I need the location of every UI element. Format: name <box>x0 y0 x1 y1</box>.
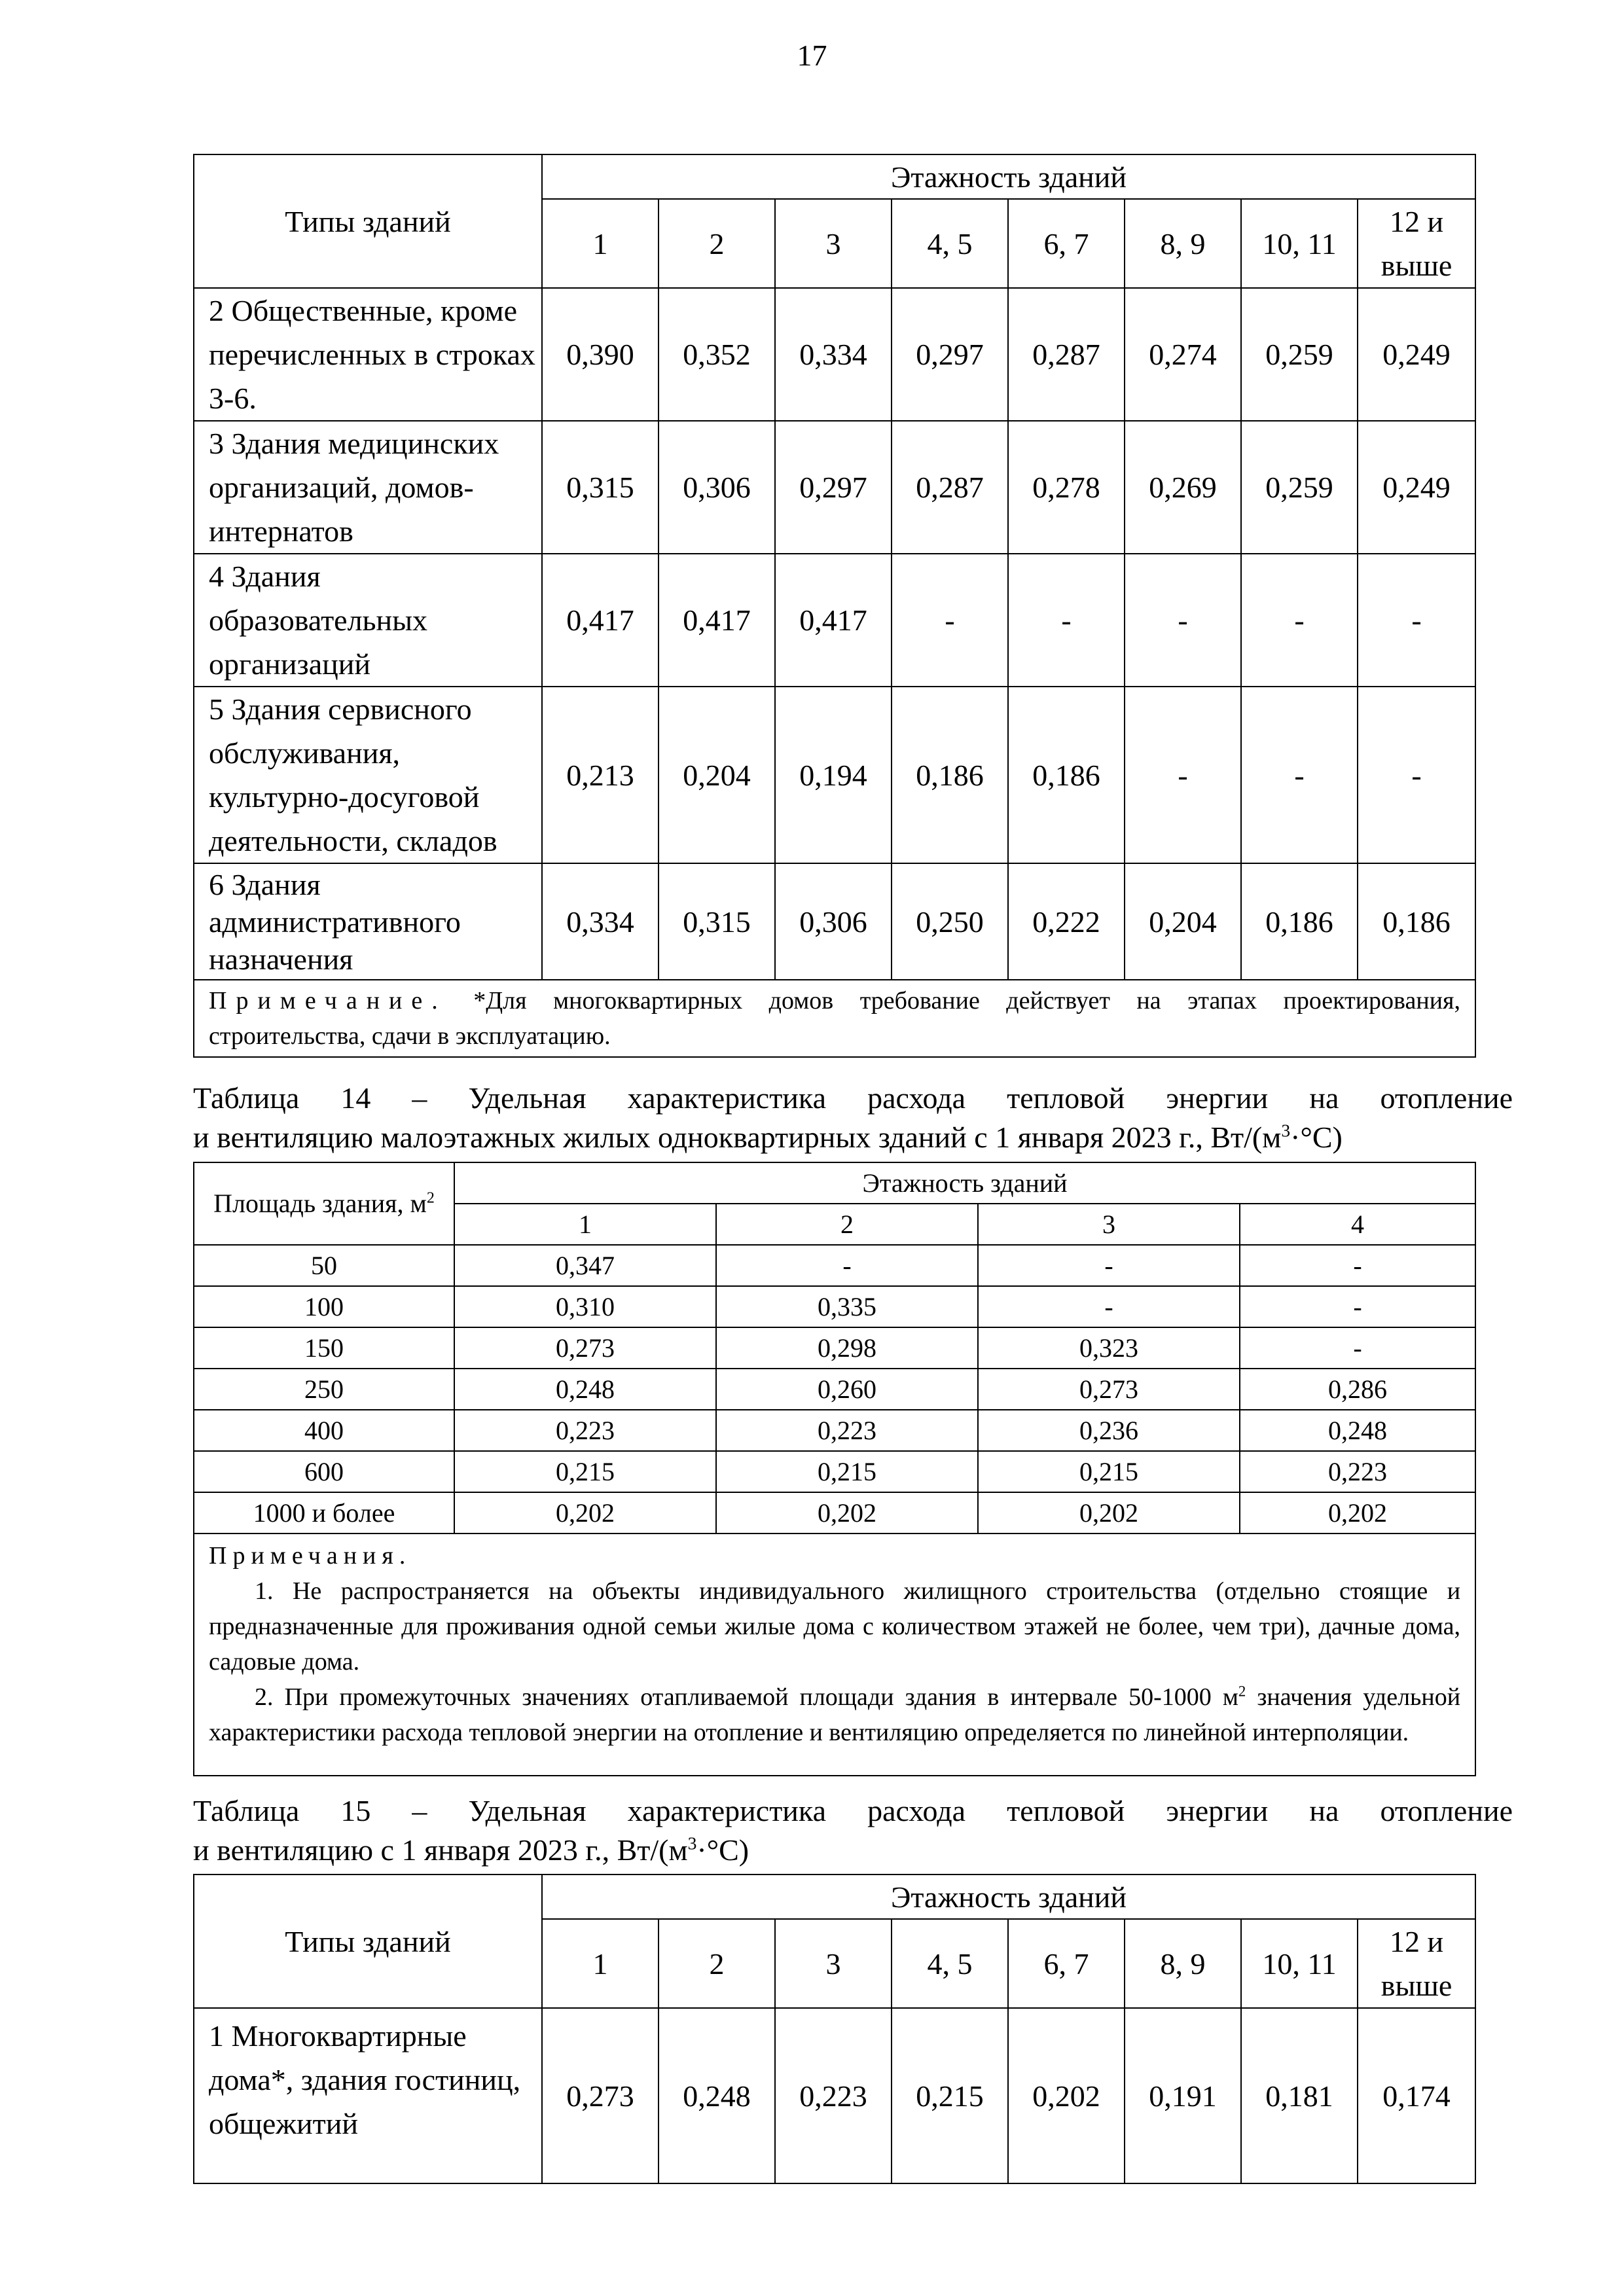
cell-value: 0,287 <box>1008 288 1125 421</box>
cell-value: 0,352 <box>659 288 775 421</box>
cell-value: 0,417 <box>542 554 659 687</box>
floor-header: 10, 11 <box>1241 199 1358 288</box>
table-row <box>194 863 1475 980</box>
cell-value: 0,274 <box>1125 288 1241 421</box>
cell-value: 0,191 <box>1125 2008 1241 2183</box>
table-14 <box>193 1162 1476 1776</box>
floor-header: 8, 9 <box>1125 1919 1241 2008</box>
cell-value: 0,335 <box>716 1286 978 1327</box>
cell-value: 0,278 <box>1008 421 1125 554</box>
cell-value: 0,273 <box>454 1327 716 1369</box>
cell-value: - <box>1241 687 1358 863</box>
cell-value: 0,273 <box>542 2008 659 2183</box>
table-row <box>194 1369 1475 1410</box>
table-row <box>194 2008 1475 2183</box>
cell-value: 0,186 <box>1358 863 1475 980</box>
table-row <box>194 1327 1475 1369</box>
cell-value: 0,223 <box>775 2008 892 2183</box>
floor-header: 3 <box>978 1204 1240 1245</box>
cell-value: 0,202 <box>454 1492 716 1534</box>
floor-header: 2 <box>716 1204 978 1245</box>
cell-value: 0,204 <box>659 687 775 863</box>
cell-value: 0,181 <box>1241 2008 1358 2183</box>
cell-value: 0,260 <box>716 1369 978 1410</box>
table-15 <box>193 1874 1476 2184</box>
cell-value: 0,215 <box>716 1451 978 1492</box>
table-notes <box>194 1534 1475 1776</box>
cell-value: - <box>1240 1286 1475 1327</box>
cell-value: - <box>978 1245 1240 1286</box>
area-cell: 1000 и более <box>194 1492 454 1534</box>
cell-value: 0,202 <box>1240 1492 1475 1534</box>
cell-value: - <box>1125 687 1241 863</box>
caption-line: и вентиляцию малоэтажных жилых одноквартирных зданий с 1 января 2023 г., $Вт/(м^3\cdot^\circ С)$ <box>193 1120 1343 1154</box>
cell-value: 0,236 <box>978 1410 1240 1451</box>
row-label: 2 Общественные, кроме перечисленных в строках 3-6. <box>194 288 542 421</box>
cell-value: 0,310 <box>454 1286 716 1327</box>
cell-value: 0,249 <box>1358 421 1475 554</box>
row-label: 1 Многоквартирные дома*, здания гостиниц, общежитий <box>194 2008 542 2183</box>
cell-value: - <box>716 1245 978 1286</box>
note-label: Примечание. <box>209 987 447 1014</box>
cell-value: 0,194 <box>775 687 892 863</box>
floor-header: 3 <box>775 199 892 288</box>
floor-header: 6, 7 <box>1008 1919 1125 2008</box>
cell-value: - <box>892 554 1008 687</box>
floor-header: 8, 9 <box>1125 199 1241 288</box>
cell-value: 0,186 <box>892 687 1008 863</box>
cell-value: - <box>978 1286 1240 1327</box>
cell-value: 0,315 <box>659 863 775 980</box>
row-label: 5 Здания сервисного обслуживания, культурно-досуговой деятельности, складов <box>194 687 542 863</box>
floor-header: 1 <box>542 199 659 288</box>
table-row <box>194 1451 1475 1492</box>
table-15-caption <box>193 1791 1513 1870</box>
notes-label: Примечания. <box>209 1542 412 1570</box>
floor-header: 10, 11 <box>1241 1919 1358 2008</box>
cell-value: 0,306 <box>775 863 892 980</box>
cell-value: - <box>1240 1327 1475 1369</box>
table-row <box>194 288 1475 421</box>
floor-header: 4, 5 <box>892 199 1008 288</box>
cell-value: - <box>1240 1245 1475 1286</box>
caption-line: и вентиляцию с 1 января 2023 г., $Вт/(м^3\cdot^\circ С)$ <box>193 1833 749 1867</box>
cell-value: 0,390 <box>542 288 659 421</box>
caption-line: Таблица 14 – Удельная характеристика расхода тепловой энергии на отопление <box>193 1081 1513 1115</box>
header-building-type: Типы зданий <box>194 154 542 288</box>
note-item: 2. При промежуточных значениях отапливаемой площади здания в интервале 50-1000 $м^2$ значения удельной характеристики расхода тепловой энергии на отопление и вентиляцию определяется по линейной интерполяции. <box>209 1683 1461 1746</box>
area-cell: 250 <box>194 1369 454 1410</box>
cell-value: 0,347 <box>454 1245 716 1286</box>
floor-header: 2 <box>659 1919 775 2008</box>
header-building-type: Типы зданий <box>194 1874 542 2008</box>
cell-value: 0,223 <box>1240 1451 1475 1492</box>
table-row <box>194 1492 1475 1534</box>
cell-value: - <box>1358 687 1475 863</box>
cell-value: 0,202 <box>978 1492 1240 1534</box>
header-area: Площадь здания, $м^2$ <box>194 1162 454 1245</box>
cell-value: 0,215 <box>454 1451 716 1492</box>
cell-value: 0,287 <box>892 421 1008 554</box>
cell-value: 0,298 <box>716 1327 978 1369</box>
header-floors: Этажность зданий <box>542 154 1475 199</box>
cell-value: 0,215 <box>978 1451 1240 1492</box>
cell-value: 0,202 <box>716 1492 978 1534</box>
floor-header: 1 <box>542 1919 659 2008</box>
header-floors: Этажность зданий <box>454 1162 1475 1204</box>
note-text: *Для многоквартирных домов требование действует на этапах проектирования, строительства, сдачи в эксплуатацию. <box>209 987 1461 1050</box>
floor-header: 12 и выше <box>1358 199 1475 288</box>
area-cell: 400 <box>194 1410 454 1451</box>
floor-header: 1 <box>454 1204 716 1245</box>
table-note-row <box>194 1534 1475 1776</box>
caption-line: Таблица 15 – Удельная характеристика расхода тепловой энергии на отопление <box>193 1794 1513 1827</box>
floor-header: 4, 5 <box>892 1919 1008 2008</box>
cell-value: 0,306 <box>659 421 775 554</box>
floor-header: 2 <box>659 199 775 288</box>
floor-header: 12 и выше <box>1358 1919 1475 2008</box>
page-number: 17 <box>797 39 827 72</box>
table-row <box>194 1245 1475 1286</box>
floor-header: 6, 7 <box>1008 199 1125 288</box>
cell-value: 0,250 <box>892 863 1008 980</box>
cell-value: 0,202 <box>1008 2008 1125 2183</box>
cell-value: 0,223 <box>454 1410 716 1451</box>
cell-value: 0,259 <box>1241 421 1358 554</box>
cell-value: - <box>1241 554 1358 687</box>
header-floors: Этажность зданий <box>542 1874 1475 1919</box>
cell-value: 0,248 <box>659 2008 775 2183</box>
cell-value: 0,186 <box>1008 687 1125 863</box>
row-label: 3 Здания медицинских организаций, домов-интернатов <box>194 421 542 554</box>
cell-value: - <box>1008 554 1125 687</box>
table-row <box>194 554 1475 687</box>
area-cell: 100 <box>194 1286 454 1327</box>
cell-value: 0,297 <box>775 421 892 554</box>
cell-value: 0,417 <box>775 554 892 687</box>
cell-value: 0,215 <box>892 2008 1008 2183</box>
floor-header: 3 <box>775 1919 892 2008</box>
table-row <box>194 687 1475 863</box>
cell-value: 0,334 <box>775 288 892 421</box>
cell-value: - <box>1358 554 1475 687</box>
area-cell: 150 <box>194 1327 454 1369</box>
table-note-row <box>194 980 1475 1057</box>
table-row <box>194 1410 1475 1451</box>
table-row <box>194 421 1475 554</box>
cell-value: 0,248 <box>1240 1410 1475 1451</box>
cell-value: 0,204 <box>1125 863 1241 980</box>
table-row <box>194 1286 1475 1327</box>
cell-value: 0,323 <box>978 1327 1240 1369</box>
cell-value: 0,249 <box>1358 288 1475 421</box>
table-14-caption <box>193 1079 1513 1157</box>
cell-value: 0,315 <box>542 421 659 554</box>
cell-value: 0,417 <box>659 554 775 687</box>
cell-value: 0,248 <box>454 1369 716 1410</box>
note-item: 1. Не распространяется на объекты индивидуального жилищного строительства (отдельно стоящие и предназначенные для проживания одной семьи жилые дома с количеством этажей не более, чем три), дачные дома, садовые дома. <box>209 1577 1461 1676</box>
cell-value: 0,223 <box>716 1410 978 1451</box>
table-13 <box>193 154 1476 1058</box>
cell-value: 0,186 <box>1241 863 1358 980</box>
cell-value: 0,174 <box>1358 2008 1475 2183</box>
floor-header: 4 <box>1240 1204 1475 1245</box>
area-cell: 600 <box>194 1451 454 1492</box>
area-cell: 50 <box>194 1245 454 1286</box>
cell-value: - <box>1125 554 1241 687</box>
cell-value: 0,222 <box>1008 863 1125 980</box>
table-note <box>194 980 1475 1057</box>
cell-value: 0,297 <box>892 288 1008 421</box>
cell-value: 0,213 <box>542 687 659 863</box>
cell-value: 0,286 <box>1240 1369 1475 1410</box>
cell-value: 0,334 <box>542 863 659 980</box>
row-label: 4 Здания образовательных организаций <box>194 554 542 687</box>
cell-value: 0,273 <box>978 1369 1240 1410</box>
cell-value: 0,259 <box>1241 288 1358 421</box>
row-label: 6 Здания административного назначения <box>194 863 542 980</box>
cell-value: 0,269 <box>1125 421 1241 554</box>
